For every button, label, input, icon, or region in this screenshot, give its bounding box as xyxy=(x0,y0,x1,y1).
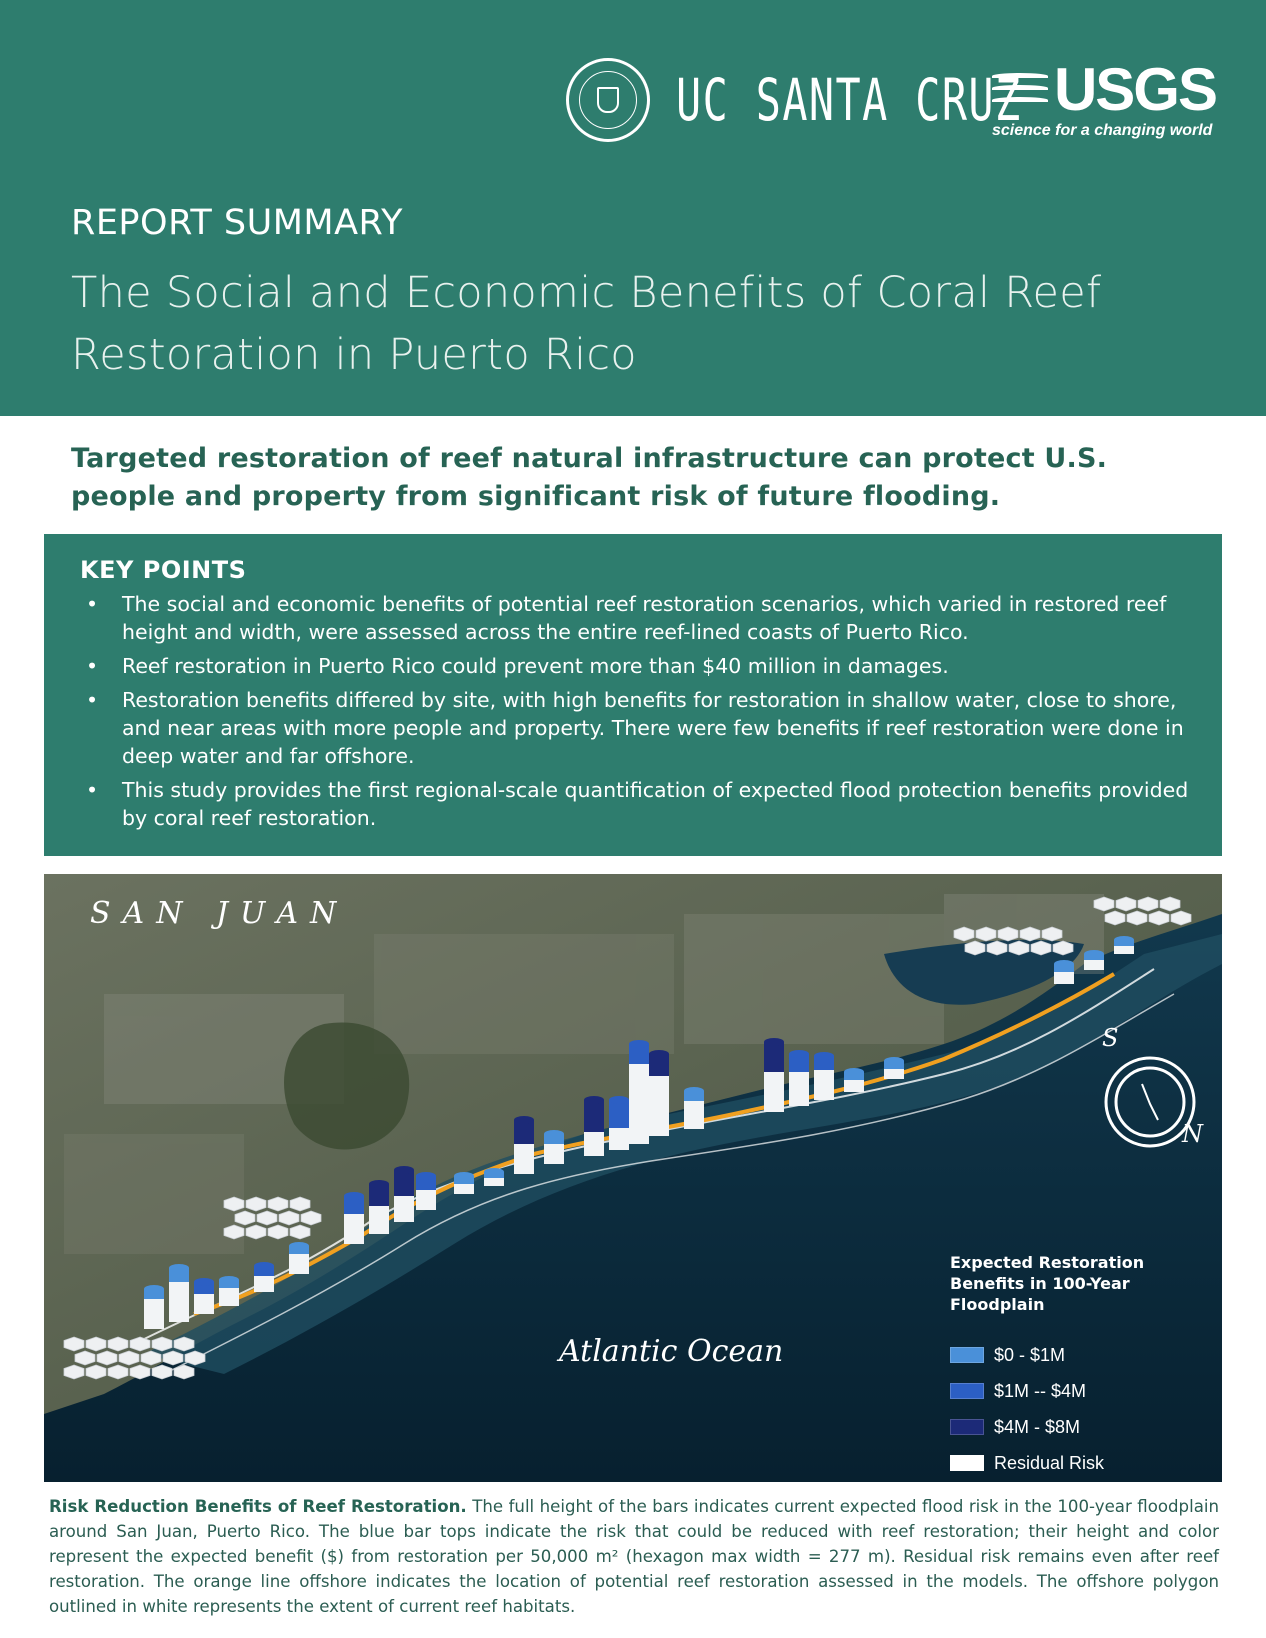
residual-risk-bar xyxy=(609,1128,629,1150)
bullet: • xyxy=(86,654,99,678)
hexagon-cell xyxy=(174,1365,194,1379)
key-point-text: Reef restoration in Puerto Rico could prevent more than $40 million in damages. xyxy=(122,654,949,678)
hexagon-cell xyxy=(141,1351,161,1365)
bar-cap xyxy=(1084,950,1104,958)
hexagon-cell xyxy=(185,1351,205,1365)
bar-cap xyxy=(844,1068,864,1076)
legend-label: $4M - $8M xyxy=(994,1416,1081,1437)
compass-s-label: S xyxy=(1102,1024,1119,1052)
residual-risk-bar xyxy=(194,1294,214,1314)
hexagon-cell xyxy=(954,927,974,941)
bar-cap xyxy=(629,1040,649,1048)
legend-item xyxy=(950,1445,1190,1481)
residual-risk-bar xyxy=(1084,960,1104,970)
hexagon-cell xyxy=(1171,911,1191,925)
usgs-waves-icon xyxy=(992,67,1048,113)
figure-caption xyxy=(49,1494,1219,1619)
key-points-title: KEY POINTS xyxy=(80,556,247,584)
bar-cap xyxy=(454,1172,474,1180)
residual-risk-bar xyxy=(1114,946,1134,954)
san-juan-risk-map xyxy=(44,874,1222,1482)
hexagon-cell xyxy=(246,1225,266,1239)
residual-risk-bar xyxy=(416,1190,436,1210)
bar-cap xyxy=(514,1116,534,1124)
hexagon-cell xyxy=(97,1351,117,1365)
hexagon-cell xyxy=(1160,897,1180,911)
hexagon-cell xyxy=(224,1225,244,1239)
benefit-bar-top xyxy=(584,1100,604,1132)
bar-cap xyxy=(394,1166,414,1174)
bar-cap xyxy=(584,1096,604,1104)
hexagon-cell xyxy=(290,1225,310,1239)
bar-cap xyxy=(144,1285,164,1293)
bar-cap xyxy=(254,1262,274,1270)
bar-cap xyxy=(544,1130,564,1138)
bar-cap xyxy=(684,1087,704,1095)
key-point-item xyxy=(80,686,1192,770)
hexagon-cell xyxy=(1105,911,1125,925)
key-point-text: Restoration benefits differed by site, with high benefits for restoration in shallow water, close to shore, and near areas with more people and property. There were few benefits if reef restoration were done in deep water and far offshore. xyxy=(122,688,1184,768)
legend-label: $1M -- $4M xyxy=(994,1380,1087,1401)
hexagon-cell xyxy=(1009,941,1029,955)
hexagon-cell xyxy=(301,1211,321,1225)
hexagon-cell xyxy=(290,1197,310,1211)
bar-cap xyxy=(814,1052,834,1060)
hexagon-cell xyxy=(1138,897,1158,911)
bar-cap xyxy=(369,1180,389,1188)
ucsc-logo: UC SANTA CRUZ xyxy=(675,66,1022,134)
legend-label: $0 - $1M xyxy=(994,1344,1066,1365)
hexagon-cell xyxy=(1149,911,1169,925)
bar-cap xyxy=(484,1168,504,1176)
hexagon-cell xyxy=(998,927,1018,941)
residual-risk-bar xyxy=(344,1214,364,1244)
key-points-box xyxy=(44,534,1222,856)
benefit-bar-top xyxy=(609,1100,629,1128)
hexagon-cell xyxy=(108,1365,128,1379)
legend-swatch xyxy=(950,1455,984,1471)
caption-text: The full height of the bars indicates current expected flood risk in the 100-year floodplain around San Juan, Puerto Rico. The blue bar tops indicate the risk that could be reduced with reef restoration; their height and color represent the expected benefit ($) from restoration per 50,000 m² (hexagon max width = 277 m). Residual risk remains even after reef restoration. The orange line offshore indicates the location of potential reef restoration assessed in the models. The offshore polygon outlined in white represents the extent of current reef habitats. xyxy=(49,1497,1219,1616)
city-label: SAN JUAN xyxy=(90,896,349,931)
legend-item xyxy=(950,1373,1190,1409)
hexagon-cell xyxy=(1042,927,1062,941)
logos xyxy=(566,50,1216,150)
key-point-text: The social and economic benefits of potential reef restoration scenarios, which varied in restored reef height and width, were assessed across the entire reef-lined coasts of Puerto Rico. xyxy=(122,592,1167,644)
residual-risk-bar xyxy=(764,1072,784,1112)
hexagon-cell xyxy=(246,1197,266,1211)
legend-swatch xyxy=(950,1347,984,1363)
lead-statement: Targeted restoration of reef natural infrastructure can protect U.S. people and property from significant risk of future flooding. xyxy=(71,443,1108,512)
benefit-bar-top xyxy=(764,1042,784,1072)
residual-risk-bar xyxy=(884,1069,904,1079)
hexagon-cell xyxy=(965,941,985,955)
bullet: • xyxy=(86,688,99,712)
usgs-tagline: science for a changing world xyxy=(991,122,1213,139)
bar-cap xyxy=(416,1172,436,1180)
hexagon-cell xyxy=(86,1365,106,1379)
bullet: • xyxy=(86,778,99,802)
bar-cap xyxy=(289,1242,309,1250)
compass-n-label: N xyxy=(1182,1120,1203,1148)
residual-risk-bar xyxy=(814,1070,834,1100)
legend-label: Residual Risk xyxy=(994,1452,1105,1473)
residual-risk-bar xyxy=(219,1288,239,1306)
hexagon-cell xyxy=(1031,941,1051,955)
key-point-item xyxy=(80,652,1192,680)
map-legend xyxy=(950,1252,1190,1481)
bar-cap xyxy=(764,1038,784,1046)
hexagon-cell xyxy=(163,1351,183,1365)
header-band xyxy=(0,0,1266,416)
residual-risk-bar xyxy=(144,1299,164,1329)
bar-cap xyxy=(1114,936,1134,944)
legend-swatch xyxy=(950,1383,984,1399)
residual-risk-bar xyxy=(1054,972,1074,984)
hexagon-cell xyxy=(152,1337,172,1351)
report-title: The Social and Economic Benefits of Coral Reef Restoration in Puerto Rico xyxy=(71,268,1102,380)
bar-cap xyxy=(649,1050,669,1058)
bar-cap xyxy=(884,1057,904,1065)
hexagon-cell xyxy=(268,1197,288,1211)
hexagon-cell xyxy=(1127,911,1147,925)
caption-title: Risk Reduction Benefits of Reef Restoration. xyxy=(49,1497,467,1516)
hexagon-cell xyxy=(235,1211,255,1225)
bar-cap xyxy=(344,1192,364,1200)
bar-cap xyxy=(219,1276,239,1284)
residual-risk-bar xyxy=(289,1254,309,1274)
hexagon-cell xyxy=(64,1365,84,1379)
key-point-item xyxy=(80,590,1192,646)
hexagon-cell xyxy=(174,1337,194,1351)
hexagon-cell xyxy=(976,927,996,941)
ocean-label: Atlantic Ocean xyxy=(559,1334,784,1369)
bar-cap xyxy=(169,1264,189,1272)
hexagon-cell xyxy=(130,1337,150,1351)
residual-risk-bar xyxy=(544,1144,564,1164)
hexagon-cell xyxy=(279,1211,299,1225)
report-label: REPORT SUMMARY xyxy=(71,203,403,243)
hexagon-cell xyxy=(257,1211,277,1225)
hexagon-cell xyxy=(119,1351,139,1365)
hexagon-cell xyxy=(1094,897,1114,911)
bar-cap xyxy=(789,1050,809,1058)
legend-item xyxy=(950,1337,1190,1373)
bar-cap xyxy=(609,1096,629,1104)
hexagon-cell xyxy=(987,941,1007,955)
legend-item xyxy=(950,1409,1190,1445)
hexagon-cell xyxy=(75,1351,95,1365)
hexagon-cell xyxy=(268,1225,288,1239)
residual-risk-bar xyxy=(649,1076,669,1136)
key-point-item xyxy=(80,776,1192,832)
key-point-text: This study provides the first regional-scale quantification of expected flood protection benefits provided by coral reef restoration. xyxy=(122,778,1189,830)
hexagon-cell xyxy=(130,1365,150,1379)
usgs-logo xyxy=(991,56,1216,140)
residual-risk-bar xyxy=(514,1144,534,1174)
residual-risk-bar xyxy=(629,1064,649,1144)
compass-icon xyxy=(1102,1054,1198,1150)
hexagon-cell xyxy=(86,1337,106,1351)
bar-cap xyxy=(1054,960,1074,968)
residual-risk-bar xyxy=(254,1276,274,1292)
usgs-wordmark: USGS xyxy=(1053,56,1216,123)
hexagon-cell xyxy=(108,1337,128,1351)
hexagon-cell xyxy=(152,1365,172,1379)
hexagon-cell xyxy=(64,1337,84,1351)
key-points-list xyxy=(80,590,1192,832)
hexagon-cell xyxy=(224,1197,244,1211)
residual-risk-bar xyxy=(684,1101,704,1129)
uc-seal-logo xyxy=(566,58,650,142)
residual-risk-bar xyxy=(454,1184,474,1194)
residual-risk-bar xyxy=(789,1072,809,1106)
bullet: • xyxy=(86,592,99,616)
residual-risk-bar xyxy=(394,1196,414,1222)
legend-swatch xyxy=(950,1419,984,1435)
residual-risk-bar xyxy=(484,1178,504,1186)
residual-risk-bar xyxy=(169,1282,189,1322)
residual-risk-bar xyxy=(369,1206,389,1234)
hexagon-cell xyxy=(1020,927,1040,941)
residual-risk-bar xyxy=(844,1080,864,1092)
forest-area xyxy=(284,1022,409,1149)
legend-title: Expected Restoration Benefits in 100-Year Floodplain xyxy=(950,1253,1145,1314)
bar-cap xyxy=(194,1278,214,1286)
hexagon-cell xyxy=(1053,941,1073,955)
residual-risk-bar xyxy=(584,1132,604,1156)
hexagon-cell xyxy=(1116,897,1136,911)
